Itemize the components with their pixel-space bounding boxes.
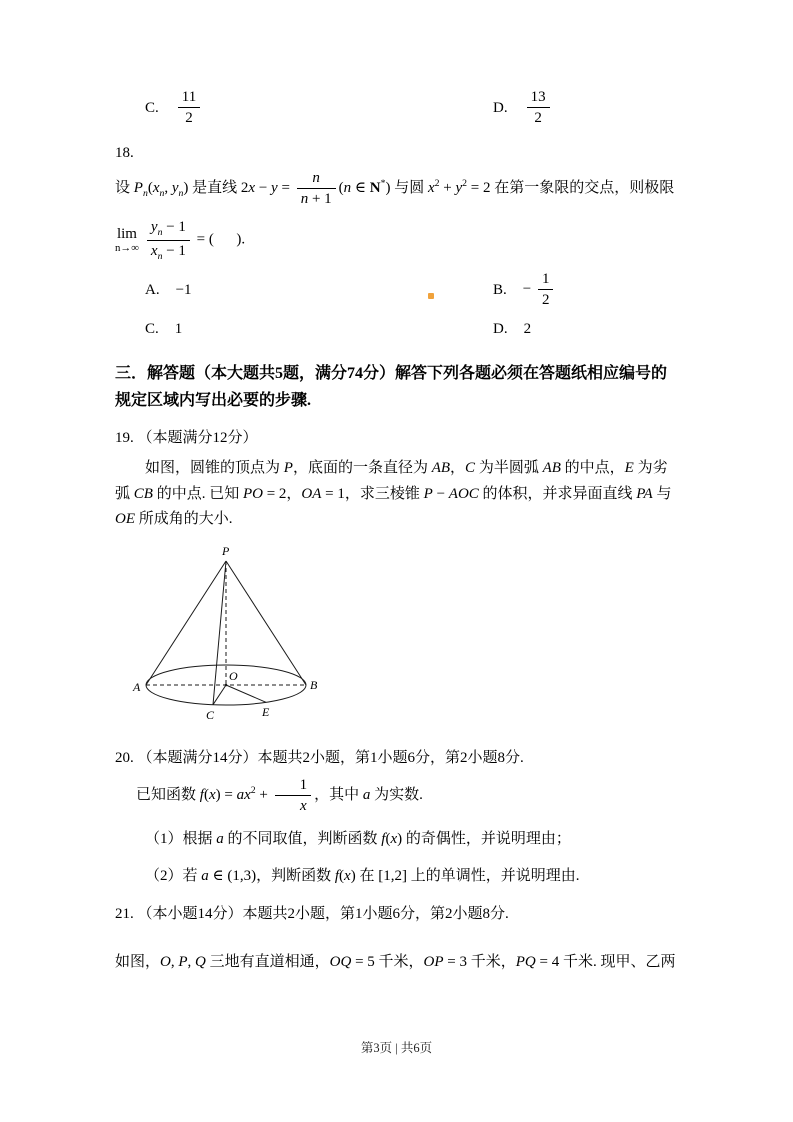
figure-label-o: O (229, 668, 238, 683)
figure-label-b: B (310, 677, 318, 692)
q18-limit-expression: lim n→∞ $\frac{y_n - 1}{x_n - 1}$ = ( ). (115, 219, 246, 262)
q18-option-a-value: −1 (175, 281, 192, 298)
q19-body: 如图，圆锥的顶点为 P，底面的一条直径为 AB，C 为半圆弧 AB 的中点，E 为劣弧 CB 的中点. 已知 PO = 2，OA = 1，求三棱锥 P − AOC 的体积，并求异面直线 PA 与 OE 所成角的大小. (115, 460, 672, 528)
q17-options-row (145, 88, 682, 127)
q17-option-c (145, 88, 493, 127)
q18-option-c (145, 313, 493, 345)
q20-item-1: （1）根据 a 的不同取值，判断函数 f(x) 的奇偶性，并说明理由； (145, 830, 571, 847)
edge-pa (146, 561, 226, 685)
q18-option-b (493, 270, 556, 309)
figure-label-p: P (222, 543, 230, 558)
q21-body: 如图，O, P, Q 三地有直道相通，OQ = 5 千米，OP = 3 千米，PQ = 4 千米. 现甲、乙两 (115, 953, 676, 970)
q20-function-line: 已知函数 $f(x) = ax^2$ + $\frac{1}{x}$ ，其中 a 为实数. (136, 776, 423, 814)
segment-oe (226, 685, 266, 702)
q17-option-d-label: D. (493, 99, 508, 116)
q18-option-a (145, 274, 493, 306)
q17-option-d-value: $\frac{13}{2}$ (524, 88, 553, 127)
q18-option-b-value: − $\frac{1}{2}$ (523, 270, 557, 309)
cone-figure (129, 543, 329, 728)
q17-option-c-label: C. (145, 99, 159, 116)
edge-pb (226, 561, 306, 685)
q18-options-row-2 (145, 313, 682, 345)
figure-label-a: A (133, 679, 141, 694)
q18-option-b-label: B. (493, 281, 507, 298)
q17-option-d (493, 88, 553, 127)
q18-option-c-label: C. (145, 321, 159, 338)
q18-option-a-label: A. (145, 281, 160, 298)
figure-label-c: C (206, 707, 215, 722)
q18-option-d-label: D. (493, 321, 508, 338)
q18-option-d (493, 313, 531, 345)
point-o-dot (225, 683, 228, 686)
q18-stem: 设 $P_n(x_n$, $y_n$) 是直线 2x − y = $\frac{n}{n + 1}$ (n ∈ N*) 与圆 $x^2 + y^2 = 2$ 在第一象限的交点，则极限 (115, 170, 675, 207)
q20-item-2: （2）若 a ∈ (1,3)，判断函数 f(x) 在 [1,2] 上的单调性，并说明理由. (145, 868, 580, 885)
section3-title: 三．解答题（本大题共5题，满分74分）解答下列各题必须在答题纸相应编号的规定区域内写出必要的步骤. (115, 365, 668, 409)
cone-figure-svg (129, 543, 329, 728)
edge-pc (213, 561, 226, 705)
page-footer: 第3页 | 共6页 (360, 1041, 433, 1055)
figure-label-e: E (262, 704, 270, 719)
q18-options-row-1 (145, 270, 682, 309)
q17-option-c-value: $\frac{11}{2}$ (175, 88, 203, 127)
q18-option-c-value: 1 (174, 321, 183, 338)
highlight-dot (428, 293, 434, 299)
q18-option-d-value: 2 (523, 321, 532, 338)
q19-heading: 19. （本题满分12分） (115, 430, 258, 447)
page-content (115, 88, 682, 975)
q18-number: 18. (115, 145, 134, 161)
q21-heading: 21. （本小题14分）本题共2小题，第1小题6分，第2小题8分. (115, 905, 509, 922)
q20-heading: 20. （本题满分14分）本题共2小题，第1小题6分，第2小题8分. (115, 749, 524, 766)
